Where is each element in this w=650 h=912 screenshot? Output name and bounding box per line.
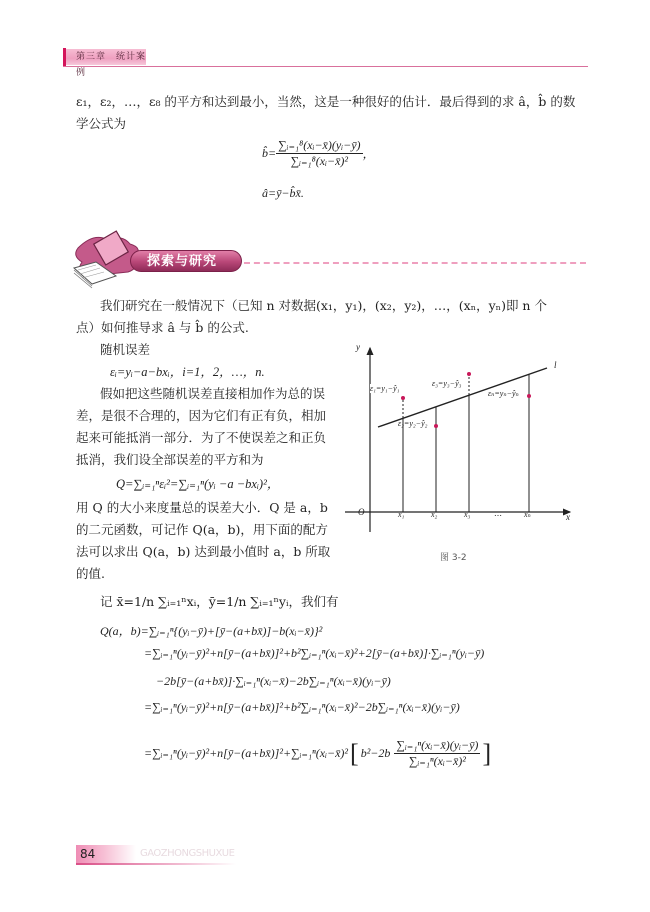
derivation-line-5-prefix: =∑ᵢ₌₁ⁿ(yᵢ−ȳ)²+n[ȳ−(a+bx̄)]²+∑ᵢ₌₁ⁿ(xᵢ−x̄)² — [144, 746, 349, 760]
para2-line-2: 差，是很不合理的，因为它们有正有负，相加 — [76, 408, 327, 423]
random-error-formula: εᵢ=yᵢ−a−bxᵢ，i=1，2，…，n. — [110, 365, 265, 379]
para3-line-3: 法可以求出 Q(a，b) 达到最小值时 a，b 所取 — [76, 544, 331, 559]
derivation-fraction — [394, 738, 480, 769]
derivation-line-1: Q(a，b)=∑ᵢ₌₁ⁿ{(yᵢ−ȳ)+[ȳ−(a+bx̄)]−b(xᵢ−x̄)}² — [100, 624, 323, 638]
derivation-line-5-lead: b²−2b — [360, 746, 391, 760]
origin-label: O — [358, 507, 365, 517]
b-hat-comma: ， — [362, 147, 375, 161]
a-hat-formula: â=ȳ−b̂x̄. — [262, 186, 304, 200]
mean-definition: 记 x̄=1/n ∑ᵢ₌₁ⁿxᵢ，ȳ=1/n ∑ᵢ₌₁ⁿyᵢ，我们有 — [100, 594, 339, 609]
data-point-2 — [434, 424, 438, 428]
error-label-1: ε₁=y₁−ŷ₁ — [370, 384, 400, 393]
error-label-2: ε₂=y₂−ŷ₂ — [398, 419, 428, 428]
y-axis-label: y — [356, 342, 360, 352]
regression-figure — [340, 340, 580, 540]
x-tick-ellipsis: … — [494, 509, 502, 518]
x-tick-2: x₂ — [431, 510, 438, 519]
error-label-n: εₙ=yₙ−ŷₙ — [488, 389, 519, 398]
footer-brand: GAOZHONGSHUXUE — [140, 848, 235, 859]
b-hat-formula — [262, 138, 375, 169]
section-dashed-rule — [244, 262, 586, 264]
x-axis-label: x — [566, 512, 570, 522]
right-bracket: ] — [482, 738, 492, 768]
derivation-fraction-numerator: ∑ᵢ₌₁ⁿ(xᵢ−x̄)(yᵢ−ȳ) — [396, 738, 479, 752]
para3-line-4: 的值. — [76, 566, 105, 581]
derivation-line-2: =∑ᵢ₌₁ⁿ(yᵢ−ȳ)²+n[ȳ−(a+bx̄)]²+b²∑ᵢ₌₁ⁿ(xᵢ−x̄)²+2[ȳ−(a+bx̄)]·∑ᵢ₌₁ⁿ(yᵢ−ȳ) — [144, 646, 485, 660]
header-rule — [63, 66, 588, 67]
para1-line-2: 点）如何推导求 â 与 b̂ 的公式. — [76, 320, 249, 335]
page-number: 84 — [80, 847, 96, 861]
para3-line-2: 的二元函数，可记作 Q(a，b)，用下面的配方 — [76, 522, 328, 537]
derivation-line-4: =∑ᵢ₌₁ⁿ(yᵢ−ȳ)²+n[ȳ−(a+bx̄)]²+b²∑ᵢ₌₁ⁿ(xᵢ−x̄)²−2b∑ᵢ₌₁ⁿ(xᵢ−x̄)(yᵢ−ȳ) — [144, 700, 460, 714]
section-title-explore-research: 探索与研究 — [130, 250, 242, 272]
b-hat-numerator: ∑ᵢ₌₁⁸(xᵢ−x̄)(yᵢ−ȳ) — [278, 138, 361, 152]
derivation-fraction-denominator: ∑ᵢ₌₁ⁿ(xᵢ−x̄)² — [408, 754, 466, 768]
data-point-n — [527, 394, 531, 398]
chapter-header-label: 第三章 统计案例 — [66, 49, 146, 65]
para2-line-3: 起来可能抵消一部分．为了不使误差之和正负 — [76, 430, 327, 445]
para2-line-4: 抵消，我们设全部误差的平方和为 — [76, 452, 264, 467]
footer-rule — [76, 863, 236, 865]
data-point-3 — [467, 372, 471, 376]
para1-line-1: 我们研究在一般情况下（已知 n 对数据(x₁，y₁)，(x₂，y₂)，…，(xₙ，yₙ)即 n 个 — [100, 298, 547, 313]
b-hat-denominator: ∑ᵢ₌₁⁸(xᵢ−x̄)² — [290, 154, 348, 168]
b-hat-fraction — [276, 138, 362, 169]
x-tick-3: x₃ — [464, 510, 471, 519]
para2-line-1: 假如把这些随机误差直接相加作为总的误 — [100, 386, 326, 401]
intro-line-2: 学公式为 — [76, 116, 127, 131]
random-error-label: 随机误差 — [100, 342, 151, 357]
figure-caption: 图 3-2 — [440, 553, 467, 563]
line-label: l — [554, 360, 557, 370]
Q-formula: Q=∑ᵢ₌₁ⁿεᵢ²=∑ᵢ₌₁ⁿ(yᵢ −a −bxᵢ)²， — [116, 477, 280, 491]
b-hat-lhs: b̂= — [262, 146, 277, 160]
x-tick-1: x₁ — [398, 510, 405, 519]
intro-line-1: ε₁，ε₂，…，ε₈ 的平方和达到最小，当然，这是一种很好的估计．最后得到的求 â，b̂ 的数 — [76, 94, 576, 109]
para3-line-1: 用 Q 的大小来度量总的误差大小．Q 是 a，b — [76, 500, 328, 515]
derivation-line-3: −2b[ȳ−(a+bx̄)]·∑ᵢ₌₁ⁿ(xᵢ−x̄)−2b∑ᵢ₌₁ⁿ(xᵢ−x̄)(yᵢ−ȳ) — [156, 674, 391, 688]
error-label-3: ε₃=y₃−ŷ₃ — [432, 379, 462, 388]
data-point-1 — [401, 396, 405, 400]
derivation-line-5 — [144, 738, 491, 769]
x-tick-n: xₙ — [524, 510, 531, 519]
left-bracket: [ — [350, 738, 359, 768]
